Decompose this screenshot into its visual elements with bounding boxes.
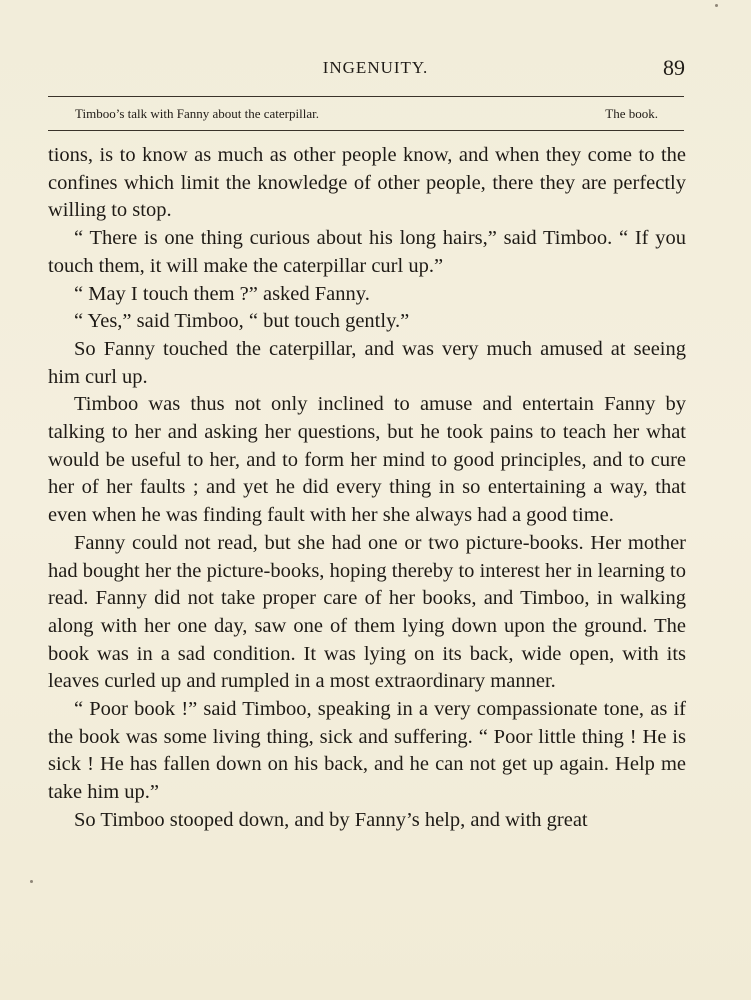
paper-speck bbox=[30, 880, 33, 883]
paragraph: Timboo was thus not only inclined to amuse and entertain Fanny by talking to her and asking her questions, but he took pains to teach her what would be useful to her, and to form her mind to good principles, and to cure her of her faults ; and yet he did every thing in so entertaining a way, that even when he was finding fault with her she always had a good time. bbox=[48, 393, 686, 527]
summary-right: The book. bbox=[605, 106, 658, 121]
paragraph: “ May I touch them ?” asked Fanny. bbox=[74, 282, 370, 305]
summary-left: Timboo’s talk with Fanny about the caterpillar. bbox=[75, 106, 319, 121]
paragraph: tions, is to know as much as other people know, and when they come to the confines which limit the knowledge of other people, there they are perfectly willing to stop. bbox=[48, 144, 686, 222]
paragraph: “ Yes,” said Timboo, “ but touch gently.” bbox=[74, 310, 410, 333]
header-rule-top bbox=[48, 96, 684, 97]
paragraph: “ There is one thing curious about his long hairs,” said Timboo. “ If you touch them, it will make the caterpillar curl up.” bbox=[48, 227, 686, 277]
header-rule-bottom bbox=[48, 130, 684, 131]
running-title: INGENUITY. bbox=[322, 58, 429, 77]
body-text bbox=[48, 142, 686, 835]
paper-speck bbox=[715, 4, 718, 7]
paragraph: So Fanny touched the caterpillar, and was very much amused at seeing him curl up. bbox=[48, 337, 686, 388]
paragraph: So Timboo stooped down, and by Fanny’s help, and with great bbox=[74, 808, 588, 831]
paragraph: “ Poor book !” said Timboo, speaking in a very compassionate tone, as if the book was some living thing, sick and suffering. “ Poor little thing ! He is sick ! He has fallen down on his back, and he can not get up again. Help me take him up.” bbox=[48, 698, 686, 804]
page-number: 89 bbox=[663, 55, 685, 80]
paragraph: Fanny could not read, but she had one or two picture-books. Her mother had bought her the picture-books, hoping thereby to interest her in learning to read. Fanny did not take proper care of her books, and Timboo, in walking along with her one day, saw one of them lying down upon the ground. The book was in a sad condition. It was lying on its back, wide open, with its leaves curled up and rumpled in a most extraordinary manner. bbox=[48, 531, 686, 693]
